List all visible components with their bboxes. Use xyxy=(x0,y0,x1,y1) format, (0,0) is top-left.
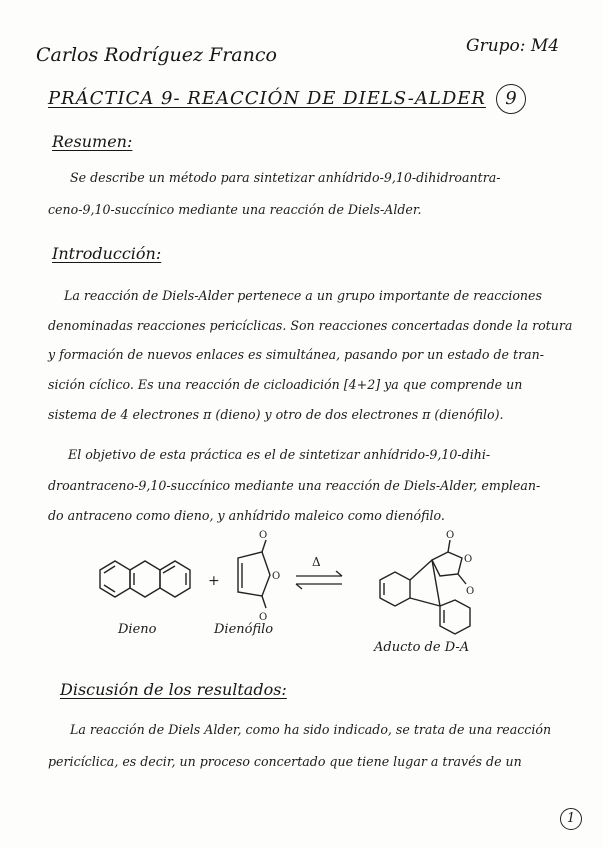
intro-line: sición cíclico. Es una reacción de cicloadición [4+2] ya que comprende un xyxy=(48,377,523,392)
diels-alder-scheme xyxy=(0,530,603,670)
oxygen-label: O xyxy=(446,530,455,541)
page-number: 1 xyxy=(560,808,582,830)
introduccion-heading: Introducción: xyxy=(52,244,162,263)
resumen-line: ceno-9,10-succínico mediante una reacción de Diels-Alder. xyxy=(48,202,422,217)
intro-line: denominadas reacciones pericíclicas. Son reacciones concertadas donde la rotura xyxy=(48,318,573,333)
dienophile-label: Dienófilo xyxy=(214,622,274,637)
discusion-line: La reacción de Diels Alder, como ha sido indicado, se trata de una reacción xyxy=(70,722,552,737)
author-name: Carlos Rodríguez Franco xyxy=(36,44,277,66)
oxygen-label: O xyxy=(466,586,475,597)
intro-line: droantraceno-9,10-succínico mediante una reacción de Diels-Alder, emplean- xyxy=(48,478,541,493)
resumen-line: Se describe un método para sintetizar anhídrido-9,10-dihidroantra- xyxy=(70,170,501,185)
diels-alder-adduct-structure xyxy=(380,540,473,634)
equilibrium-arrows xyxy=(296,571,342,589)
intro-line: La reacción de Diels-Alder pertenece a un grupo importante de reacciones xyxy=(64,288,542,303)
oxygen-label: O xyxy=(259,530,268,541)
diene-label: Dieno xyxy=(118,622,157,637)
oxygen-label: O xyxy=(259,612,268,623)
anthracene-structure xyxy=(100,561,190,597)
intro-line: do antraceno como dieno, y anhídrido maleico como dienófilo. xyxy=(48,508,445,523)
group-label: Grupo: M4 xyxy=(466,36,560,56)
intro-line: y formación de nuevos enlaces es simultánea, pasando por un estado de tran- xyxy=(48,347,544,362)
discusion-heading: Discusión de los resultados: xyxy=(60,680,287,699)
circled-practice-number: 9 xyxy=(496,84,526,114)
discusion-line: pericíclica, es decir, un proceso concertado que tiene lugar a través de un xyxy=(48,754,522,769)
oxygen-label: O xyxy=(272,571,281,582)
oxygen-label: O xyxy=(464,554,473,565)
plus-sign: + xyxy=(208,573,220,589)
intro-line: sistema de 4 electrones π (dieno) y otro de dos electrones π (dienófilo). xyxy=(48,407,504,422)
delta-label: Δ xyxy=(312,555,321,569)
adduct-label: Aducto de D-A xyxy=(374,640,470,655)
intro-line: El objetivo de esta práctica es el de sintetizar anhídrido-9,10-dihi- xyxy=(68,447,491,462)
maleic-anhydride-structure xyxy=(238,540,270,608)
resumen-heading: Resumen: xyxy=(52,132,133,151)
page-title: PRÁCTICA 9- REACCIÓN DE DIELS-ALDER xyxy=(48,88,486,109)
